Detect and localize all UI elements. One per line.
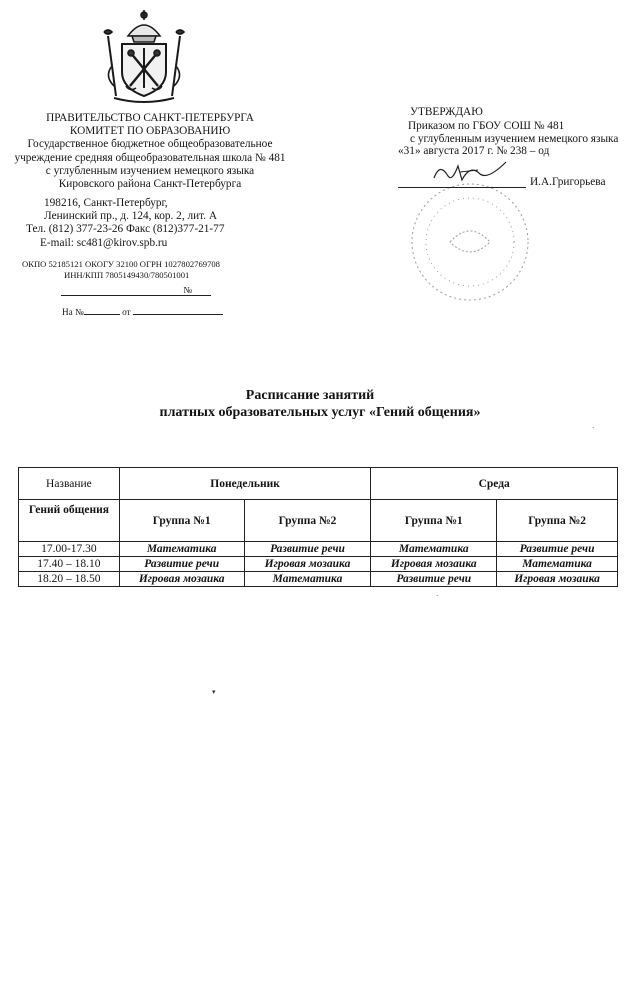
scan-speck: · [436,592,439,600]
address-block [18,197,224,250]
scan-speck: · [592,424,595,432]
subject-cell: Развитие речи [371,572,497,587]
reference-label: На № [62,307,84,317]
table-header-days [19,468,618,500]
day-header-wednesday: Среда [371,468,618,500]
document-title-line-1: Расписание занятий [245,388,375,403]
outgoing-number-label: № [183,285,192,295]
time-cell: 17.00-17.30 [19,542,120,557]
institution-line-1: Государственное бюджетное общеобразовательное [27,138,273,151]
document-title-line-2: платных образовательных услуг «Гений общения» [159,405,481,420]
reference-line [62,305,223,317]
wednesday-group-1-header: Группа №1 [371,500,497,542]
address-email: E-mail: sc481@kirov.spb.ru [40,236,168,249]
codes-line-1: ОКПО 52185121 ОКОГУ 32100 ОГРН 1027802769708 [22,259,220,269]
subject-cell: Математика [119,542,244,557]
table-row [19,557,618,572]
subject-cell: Игровая мозаика [119,572,244,587]
monday-group-2-header: Группа №2 [244,500,371,542]
organization-header [0,112,300,191]
approval-date-line: «31» августа 2017 г. № 238 – од [398,145,550,158]
signature-line [398,186,526,188]
signature [430,156,510,186]
subject-cell: Математика [244,572,371,587]
wednesday-group-2-header: Группа №2 [497,500,618,542]
committee-line: КОМИТЕТ ПО ОБРАЗОВАНИЮ [69,125,231,138]
scan-speck: ▾ [212,688,216,696]
subject-cell: Развитие речи [244,542,371,557]
approval-order-line: Приказом по ГБОУ СОШ № 481 [408,120,565,133]
institution-line-2: учреждение средняя общеобразовательная школа № 481 [14,151,286,164]
subject-cell: Математика [371,542,497,557]
coat-of-arms-emblem [94,6,194,106]
table-row [19,572,618,587]
subject-cell: Игровая мозаика [244,557,371,572]
codes-line-2: ИНН/КПП 7805149430/780501001 [64,269,190,280]
reference-from-label: от [122,307,131,317]
signer-name: И.А.Григорьева [530,176,606,188]
address-phone: Тел. (812) 377-23-26 Факс (812)377-21-77 [26,223,225,236]
government-line: ПРАВИТЕЛЬСТВО САНКТ-ПЕТЕРБУРГА [46,112,254,124]
subject-cell: Развитие речи [119,557,244,572]
address-city: 198216, Санкт-Петербург, [44,197,168,209]
day-header-monday: Понедельник [119,468,371,500]
time-cell: 17.40 – 18.10 [19,557,120,572]
subject-cell: Математика [497,557,618,572]
institution-line-3: с углубленным изучением немецкого языка [45,164,255,177]
approval-block [398,106,619,158]
table-header-groups [19,500,618,542]
approval-school-line: с углубленным изучением немецкого языка [410,132,619,145]
approval-title: УТВЕРЖДАЮ [410,106,483,118]
monday-group-1-header: Группа №1 [119,500,244,542]
outgoing-number-line [61,285,211,296]
address-street: Ленинский пр., д. 124, кор. 2, лит. А [44,210,218,223]
table-row [19,542,618,557]
name-column-header: Название [19,468,120,500]
subject-cell: Игровая мозаика [497,572,618,587]
schedule-table [18,467,618,587]
registry-codes [22,259,220,280]
institution-line-4: Кировского района Санкт-Петербурга [58,178,242,191]
course-name-cell: Гений общения [19,500,120,542]
subject-cell: Развитие речи [497,542,618,557]
time-cell: 18.20 – 18.50 [19,572,120,587]
subject-cell: Игровая мозаика [371,557,497,572]
